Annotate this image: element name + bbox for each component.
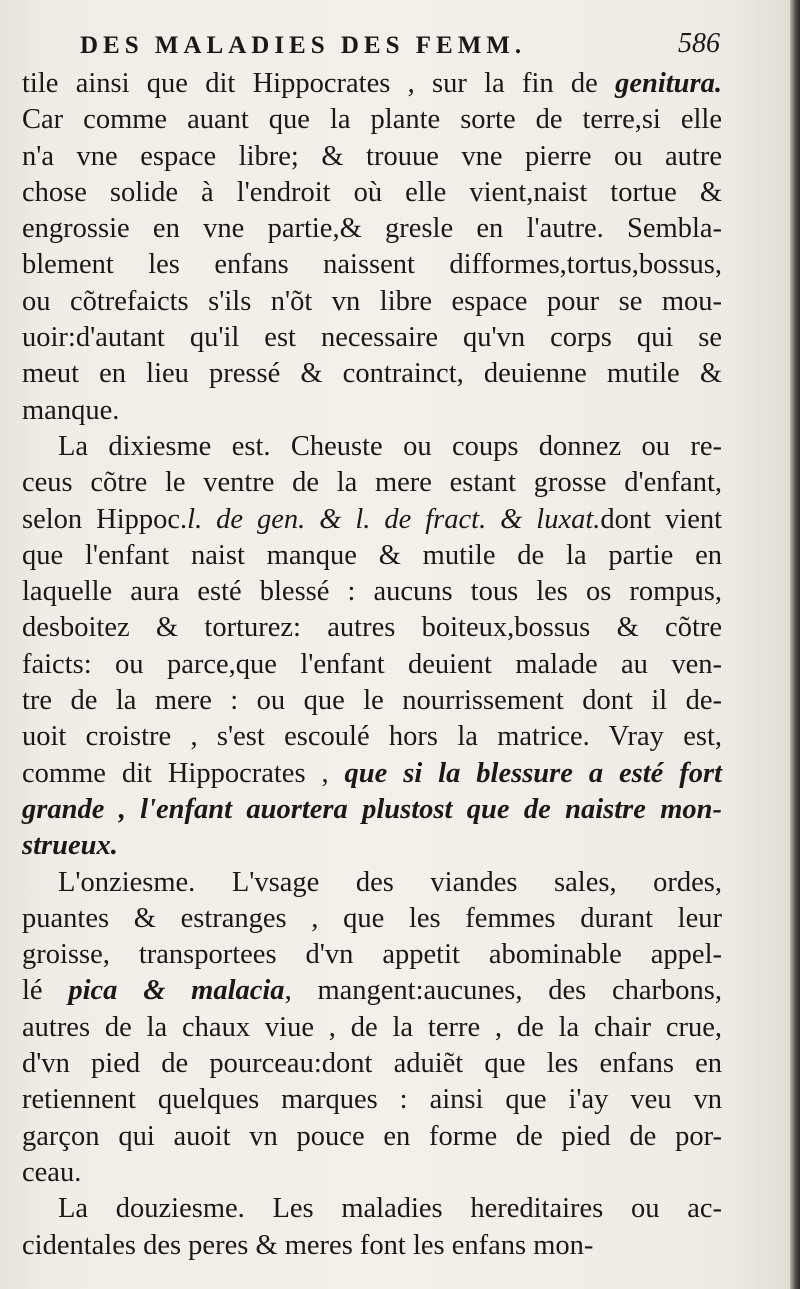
text-line — [22, 538, 722, 574]
paragraph — [22, 66, 722, 429]
text-line — [22, 792, 722, 828]
text-run: puantes & estranges , que les femmes durant leur — [22, 902, 722, 934]
text-line — [22, 1155, 722, 1191]
text-line — [22, 356, 722, 392]
text-run: engrossie en vne partie,& gresle en l'autre. Sembla- — [22, 213, 722, 245]
text-line — [22, 502, 722, 538]
text-run: retiennent quelques marques : ainsi que i'ay veu vn — [22, 1084, 722, 1116]
text-run: manque. — [22, 394, 120, 426]
text-line — [22, 937, 722, 973]
text-run: uoit croistre , s'est escoulé hors la matrice. Vray est, — [22, 721, 722, 753]
paragraph — [22, 865, 722, 1192]
text-run: , mangent:aucunes, des charbons, — [284, 975, 722, 1007]
text-line — [22, 1010, 722, 1046]
text-line — [22, 102, 722, 138]
text-run: garçon qui auoit vn pouce en forme de pied de por- — [22, 1120, 722, 1152]
text-line — [22, 66, 722, 102]
text-line — [22, 865, 722, 901]
text-line — [22, 647, 722, 683]
text-run: meut en lieu pressé & contrainct, deuienne mutile & — [22, 358, 722, 390]
text-run: comme dit Hippocrates , — [22, 757, 345, 789]
text-run: tre de la mere : ou que le nourrissement dont il de- — [22, 685, 722, 717]
text-line — [22, 1191, 722, 1227]
text-line — [22, 429, 722, 465]
text-line — [22, 175, 722, 211]
text-line — [22, 610, 722, 646]
text-line — [22, 683, 722, 719]
italic-run: pica & malacia — [68, 975, 285, 1007]
text-run: autres de la chaux viue , de la terre , de la chair crue, — [22, 1011, 722, 1043]
text-run: L'onziesme. L'vsage des viandes sales, ordes, — [58, 866, 722, 898]
text-line — [22, 719, 722, 755]
text-line — [22, 320, 722, 356]
italic-run: l. de gen. & l. de fract. & luxat. — [187, 503, 601, 535]
text-run: blement les enfans naissent difformes,tortus,bossus, — [22, 249, 722, 281]
running-head — [80, 26, 720, 66]
text-line — [22, 574, 722, 610]
text-run: groisse, transportees d'vn appetit abominable appel- — [22, 939, 722, 971]
text-run: dont vient — [600, 503, 723, 535]
text-run: ou cõtrefaicts s'ils n'õt vn libre espace pour se mou- — [22, 285, 722, 317]
text-run: La douziesme. Les maladies hereditaires ou ac- — [58, 1193, 722, 1225]
text-run: n'a vne espace libre; & trouue vne pierre ou autre — [22, 140, 722, 172]
text-line — [22, 1082, 722, 1118]
text-line — [22, 247, 722, 283]
text-line — [22, 828, 722, 864]
text-line — [22, 973, 722, 1009]
text-run: La dixiesme est. Cheuste ou coups donnez ou re- — [58, 430, 722, 462]
italic-run: que si la blessure a esté fort — [344, 757, 722, 789]
body-text — [22, 66, 722, 1264]
text-run: Car comme auant que la plante sorte de terre,si elle — [22, 104, 722, 136]
text-run: selon Hippoc. — [22, 503, 188, 535]
paragraph — [22, 1191, 722, 1264]
text-line — [22, 1046, 722, 1082]
text-line — [22, 284, 722, 320]
text-run: ceus cõtre le ventre de la mere estant grosse d'enfant, — [22, 467, 722, 499]
text-line — [22, 465, 722, 501]
page-edge-shadow — [790, 0, 800, 1289]
text-run: ceau. — [22, 1156, 82, 1188]
italic-run: strueux. — [22, 830, 118, 862]
text-run: lé — [22, 975, 69, 1007]
text-run: desboitez & torturez: autres boiteux,bossus & cõtre — [22, 612, 722, 644]
page-number: 586 — [678, 28, 720, 59]
running-head-title: DES MALADIES DES FEMM. — [80, 32, 527, 59]
text-run: chose solide à l'endroit où elle vient,naist tortue & — [22, 176, 722, 208]
text-line — [22, 139, 722, 175]
text-run: que l'enfant naist manque & mutile de la partie en — [22, 539, 722, 571]
text-run: tile ainsi que dit Hippocrates , sur la fin de — [22, 68, 616, 99]
text-run: uoir:d'autant qu'il est necessaire qu'vn corps qui se — [22, 322, 722, 354]
text-run: faicts: ou parce,que l'enfant deuient malade au ven- — [22, 648, 722, 680]
text-run: laquelle aura esté blessé : aucuns tous les os rompus, — [22, 576, 722, 608]
text-run: d'vn pied de pourceau:dont aduiẽt que les enfans en — [22, 1048, 722, 1080]
text-line — [22, 211, 722, 247]
text-line — [22, 1228, 722, 1264]
text-line — [22, 756, 722, 792]
text-line — [22, 1119, 722, 1155]
paragraph — [22, 429, 722, 865]
italic-run: genitura. — [615, 68, 722, 99]
text-line — [22, 393, 722, 429]
text-line — [22, 901, 722, 937]
text-run: cidentales des peres & meres font les enfans mon- — [22, 1229, 594, 1261]
italic-run: grande , l'enfant auortera plustost que de naistre mon- — [22, 793, 722, 825]
